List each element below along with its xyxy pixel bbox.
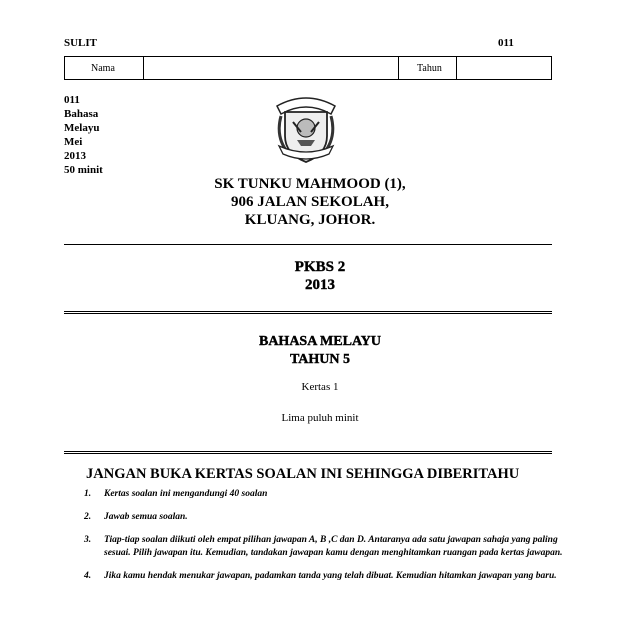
list-item (84, 570, 578, 583)
instruction-text: Jika kamu hendak menukar jawapan, padamkan tanda yang telah dibuat. Kemudian hitamkan jawapan yang baru. (104, 571, 557, 581)
school-crest-icon (267, 88, 345, 166)
confidentiality-label: SULIT (64, 37, 98, 49)
paper-number: Kertas 1 (301, 381, 339, 393)
year-label: Tahun (399, 57, 457, 79)
subject-grade: TAHUN 5 (289, 352, 351, 367)
double-divider-line (64, 311, 552, 314)
exam-year: 2013 (305, 277, 335, 293)
divider-line (64, 244, 552, 245)
list-item (84, 488, 578, 501)
instruction-number: 3. (84, 535, 92, 545)
name-year-table (64, 56, 552, 80)
paper-code: 011 (498, 37, 514, 49)
list-item (84, 534, 578, 560)
name-label: Nama (65, 57, 144, 79)
list-item (84, 511, 578, 524)
paper-info-year: 2013 (64, 150, 86, 162)
instruction-number: 1. (84, 489, 92, 499)
subject-name: BAHASA MELAYU (258, 334, 381, 349)
exam-title (160, 258, 480, 294)
instruction-number: 2. (84, 512, 92, 522)
school-address (160, 175, 460, 229)
school-city: KLUANG, JOHOR. (244, 212, 376, 228)
subject-title (160, 333, 480, 369)
paper-info-month: Mei (64, 136, 83, 148)
instruction-number: 4. (84, 571, 92, 581)
name-field[interactable] (144, 57, 399, 79)
year-field[interactable] (457, 57, 551, 79)
instruction-text: Jawab semua soalan. (104, 512, 188, 522)
school-name: SK TUNKU MAHMOOD (1), (214, 176, 406, 192)
paper-info (64, 93, 103, 177)
paper-duration: Lima puluh minit (281, 412, 359, 424)
paper-info-subject-2: Melayu (64, 122, 100, 134)
paper-info-duration: 50 minit (64, 164, 103, 176)
warning-heading: JANGAN BUKA KERTAS SOALAN INI SEHINGGA DIBERITAHU (86, 466, 520, 482)
instructions-list (84, 488, 578, 593)
instruction-text: Tiap-tiap soalan diikuti oleh empat pilihan jawapan A, B ,C dan D. Antaranya ada satu jawapan sahaja yang paling sesuai. Pilih jawapan itu. Kemudian, tandakan jawapan kamu dengan menghitamkan ruangan pada kertas jawapan. (104, 535, 563, 558)
double-divider-line (64, 451, 552, 454)
instruction-text: Kertas soalan ini mengandungi 40 soalan (104, 489, 268, 499)
paper-info-subject-1: Bahasa (64, 108, 99, 120)
school-street: 906 JALAN SEKOLAH, (231, 194, 389, 210)
exam-name: PKBS 2 (294, 259, 346, 275)
paper-info-code: 011 (64, 94, 80, 106)
